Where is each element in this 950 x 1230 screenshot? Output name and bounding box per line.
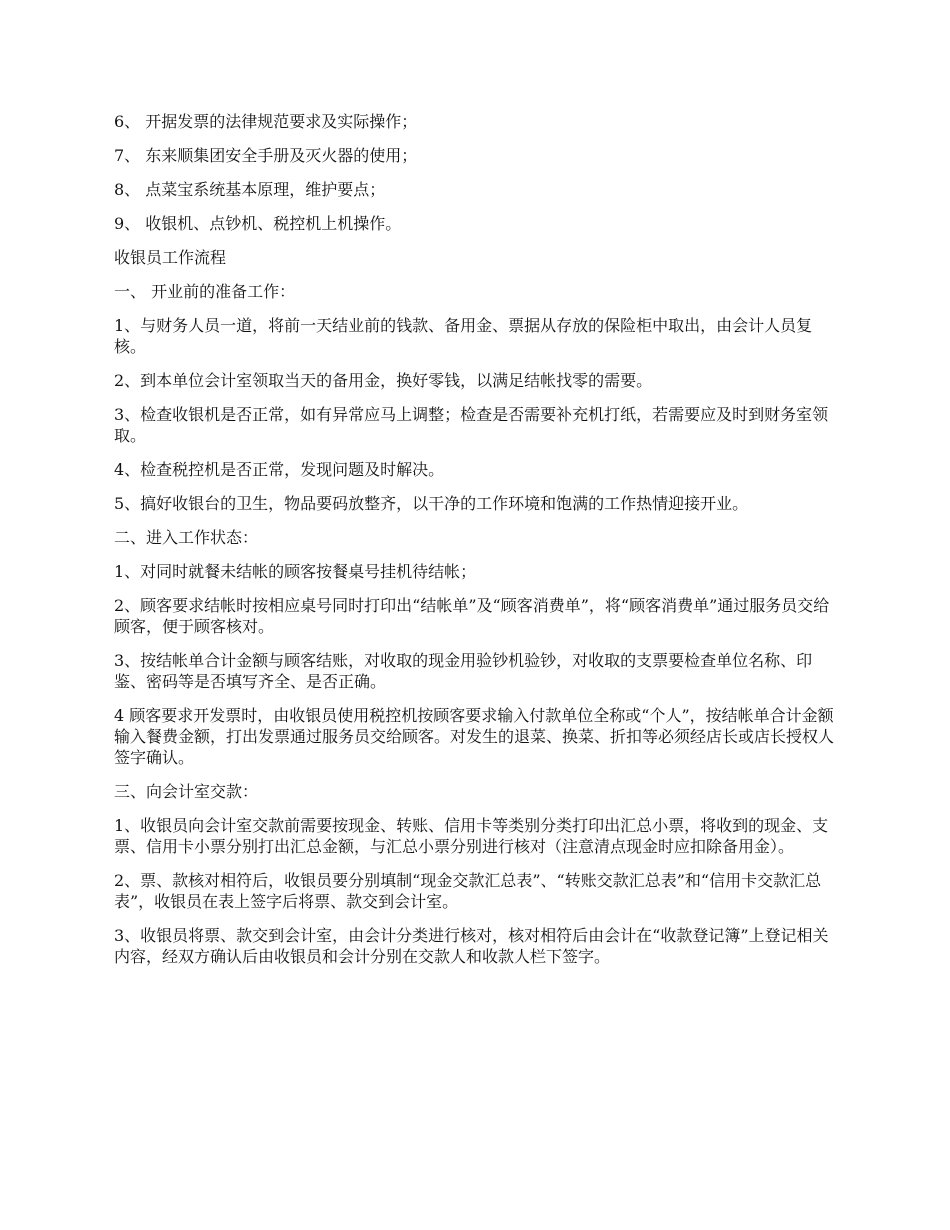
section-heading-2: 二、进入工作状态：	[114, 528, 259, 547]
paragraph-3-3: 3、收银员将票、款交到会计室，由会计分类进行核对，核对相符后由会计在“收款登记簿”上登记相关内容，经双方确认后由收银员和会计分别在交款人和收款人栏下签字。	[114, 926, 829, 966]
list-item-6: 6、 开据发票的法律规范要求及实际操作；	[114, 112, 418, 131]
paragraph-2-2: 2、顾客要求结帐时按相应桌号同时打印出“结帐单”及“顾客消费单”，将“顾客消费单”通过服务员交给顾客，便于顾客核对。	[114, 596, 830, 636]
section-heading-1: 一、 开业前的准备工作：	[114, 282, 296, 301]
document-body	[114, 111, 840, 980]
list-item-7: 7、 东来顺集团安全手册及灭火器的使用；	[114, 146, 418, 165]
paragraph-2-1: 1、对同时就餐未结帐的顾客按餐桌号挂机待结帐；	[114, 562, 477, 581]
paragraph-3-1: 1、收银员向会计室交款前需要按现金、转账、信用卡等类别分类打印出汇总小票，将收到的现金、支票、信用卡小票分别打出汇总金额，与汇总小票分别进行核对（注意清点现金时应扣除备用金）。	[114, 816, 829, 856]
paragraph-1-5: 5、搞好收银台的卫生，物品要码放整齐，以干净的工作环境和饱满的工作热情迎接开业。	[114, 494, 749, 513]
list-item-8: 8、 点菜宝系统基本原理，维护要点；	[114, 180, 386, 199]
paragraph-1-4: 4、检查税控机是否正常，发现问题及时解决。	[114, 460, 445, 479]
paragraph-1-1: 1、与财务人员一道，将前一天结业前的钱款、备用金、票据从存放的保险柜中取出，由会计人员复核。	[114, 316, 813, 356]
paragraph-2-3: 3、按结帐单合计金额与顾客结账，对收取的现金用验钞机验钞，对收取的支票要检查单位名称、印鉴、密码等是否填写齐全、是否正确。	[114, 651, 813, 691]
section-title: 收银员工作流程	[114, 248, 227, 267]
paragraph-3-2: 2、票、款核对相符后，收银员要分别填制“现金交款汇总表”、“转账交款汇总表”和“信用卡交款汇总表”，收银员在表上签字后将票、款交到会计室。	[114, 871, 822, 911]
list-item-9: 9、 收银机、点钞机、税控机上机操作。	[114, 214, 402, 233]
paragraph-2-4: 4 顾客要求开发票时，由收银员使用税控机按顾客要求输入付款单位全称或“个人”，按结帐单合计金额输入餐费金额，打出发票通过服务员交给顾客。对发生的退菜、换菜、折扣等必须经店长或店长授权人签字确认。	[114, 706, 835, 767]
paragraph-1-2: 2、到本单位会计室领取当天的备用金，换好零钱，以满足结帐找零的需要。	[114, 371, 653, 390]
section-heading-3: 三、向会计室交款：	[114, 782, 259, 801]
paragraph-1-3: 3、检查收银机是否正常，如有异常应马上调整；检查是否需要补充机打纸，若需要应及时到财务室领取。	[114, 405, 829, 445]
